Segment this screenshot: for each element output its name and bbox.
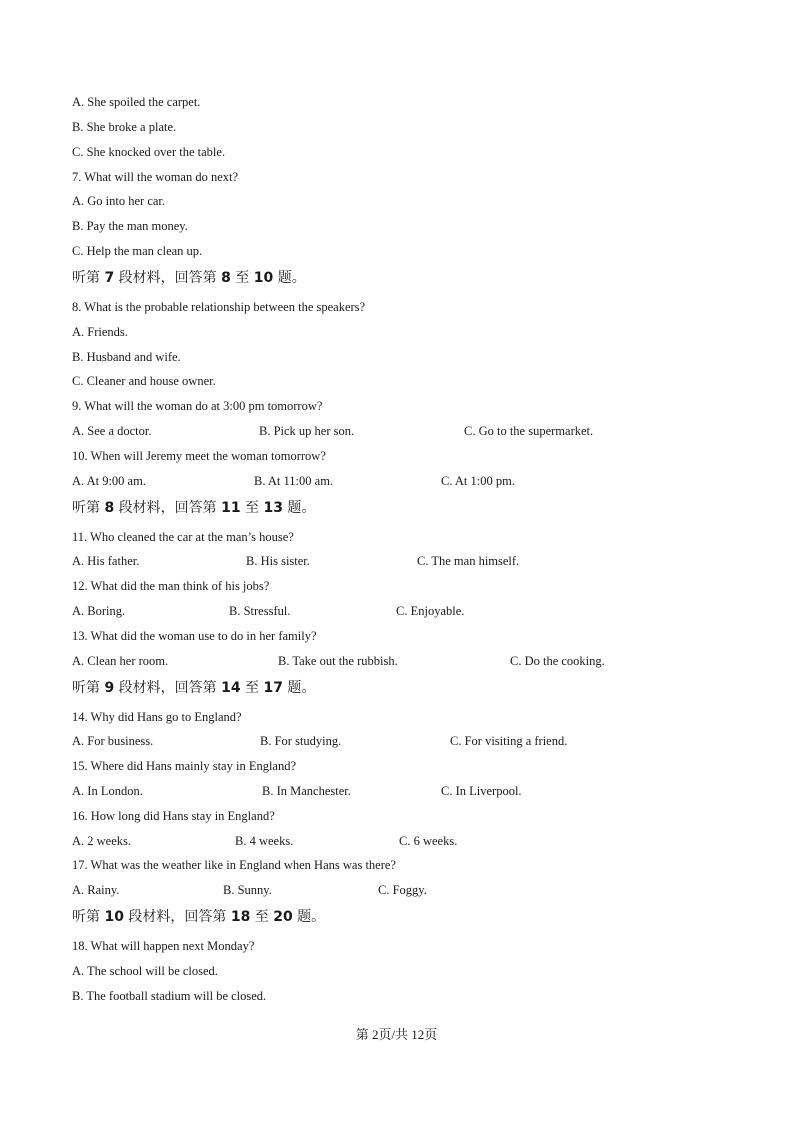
q13-options [72,653,722,669]
q14-option-b: B. For studying. [260,734,342,748]
question-8: 8. What is the probable relationship between the speakers? [72,300,366,314]
q16-option-b: B. 4 weeks. [235,834,294,848]
q8-option-c: C. Cleaner and house owner. [72,374,216,388]
q12-option-b: B. Stressful. [229,604,291,618]
q11-option-a: A. His father. [72,554,140,568]
question-16: 16. How long did Hans stay in England? [72,809,275,823]
q7-option-c: C. Help the man clean up. [72,244,203,258]
q9-option-c: C. Go to the supermarket. [464,424,594,438]
q8-option-b: B. Husband and wife. [72,350,181,364]
q9-option-b: B. Pick up her son. [259,424,355,438]
section-heading-10: 听第 10 段材料，回答第 18 至 20 题。 [72,909,326,925]
q13-option-b: B. Take out the rubbish. [278,654,398,668]
q11-option-b: B. His sister. [246,554,310,568]
question-15: 15. Where did Hans mainly stay in England? [72,759,297,773]
q6-option-b: B. She broke a plate. [72,120,177,134]
q17-option-b: B. Sunny. [223,883,272,897]
q17-option-c: C. Foggy. [378,883,427,897]
question-12: 12. What did the man think of his jobs? [72,579,270,593]
q18-option-a: A. The school will be closed. [72,964,218,978]
q12-options [72,603,722,619]
q6-option-a: A. She spoiled the carpet. [72,95,201,109]
q8-option-a: A. Friends. [72,325,128,339]
q9-option-a: A. See a doctor. [72,424,152,438]
section-heading-8: 听第 8 段材料，回答第 11 至 13 题。 [72,500,316,516]
question-7: 7. What will the woman do next? [72,170,239,184]
q15-option-b: B. In Manchester. [262,784,351,798]
q14-option-a: A. For business. [72,734,154,748]
q10-options [72,473,722,489]
question-11: 11. Who cleaned the car at the man’s house? [72,530,294,544]
question-17: 17. What was the weather like in England when Hans was there? [72,858,396,872]
q7-option-b: B. Pay the man money. [72,219,188,233]
q12-option-c: C. Enjoyable. [396,604,465,618]
q14-options [72,733,722,749]
q10-option-b: B. At 11:00 am. [254,474,334,488]
q16-option-c: C. 6 weeks. [399,834,458,848]
q15-options [72,783,722,799]
question-10: 10. When will Jeremy meet the woman tomorrow? [72,449,326,463]
q18-option-b: B. The football stadium will be closed. [72,989,267,1003]
q17-options [72,882,722,898]
q6-option-c: C. She knocked over the table. [72,145,226,159]
q17-option-a: A. Rainy. [72,883,120,897]
q16-option-a: A. 2 weeks. [72,834,132,848]
question-9: 9. What will the woman do at 3:00 pm tomorrow? [72,399,323,413]
section-heading-9: 听第 9 段材料，回答第 14 至 17 题。 [72,680,316,696]
question-13: 13. What did the woman use to do in her family? [72,629,317,643]
q7-option-a: A. Go into her car. [72,194,166,208]
q9-options [72,423,722,439]
section-heading-7: 听第 7 段材料，回答第 8 至 10 题。 [72,270,306,286]
question-14: 14. Why did Hans go to England? [72,710,242,724]
q11-options [72,553,722,569]
q15-option-a: A. In London. [72,784,143,798]
q15-option-c: C. In Liverpool. [441,784,522,798]
q10-option-a: A. At 9:00 am. [72,474,146,488]
q16-options [72,833,722,849]
q10-option-c: C. At 1:00 pm. [441,474,515,488]
q13-option-c: C. Do the cooking. [510,654,605,668]
q13-option-a: A. Clean her room. [72,654,169,668]
q12-option-a: A. Boring. [72,604,126,618]
q14-option-c: C. For visiting a friend. [450,734,568,748]
q11-option-c: C. The man himself. [417,554,520,568]
question-18: 18. What will happen next Monday? [72,939,255,953]
page-number-footer: 第 2页/共 12页 [355,1027,438,1042]
